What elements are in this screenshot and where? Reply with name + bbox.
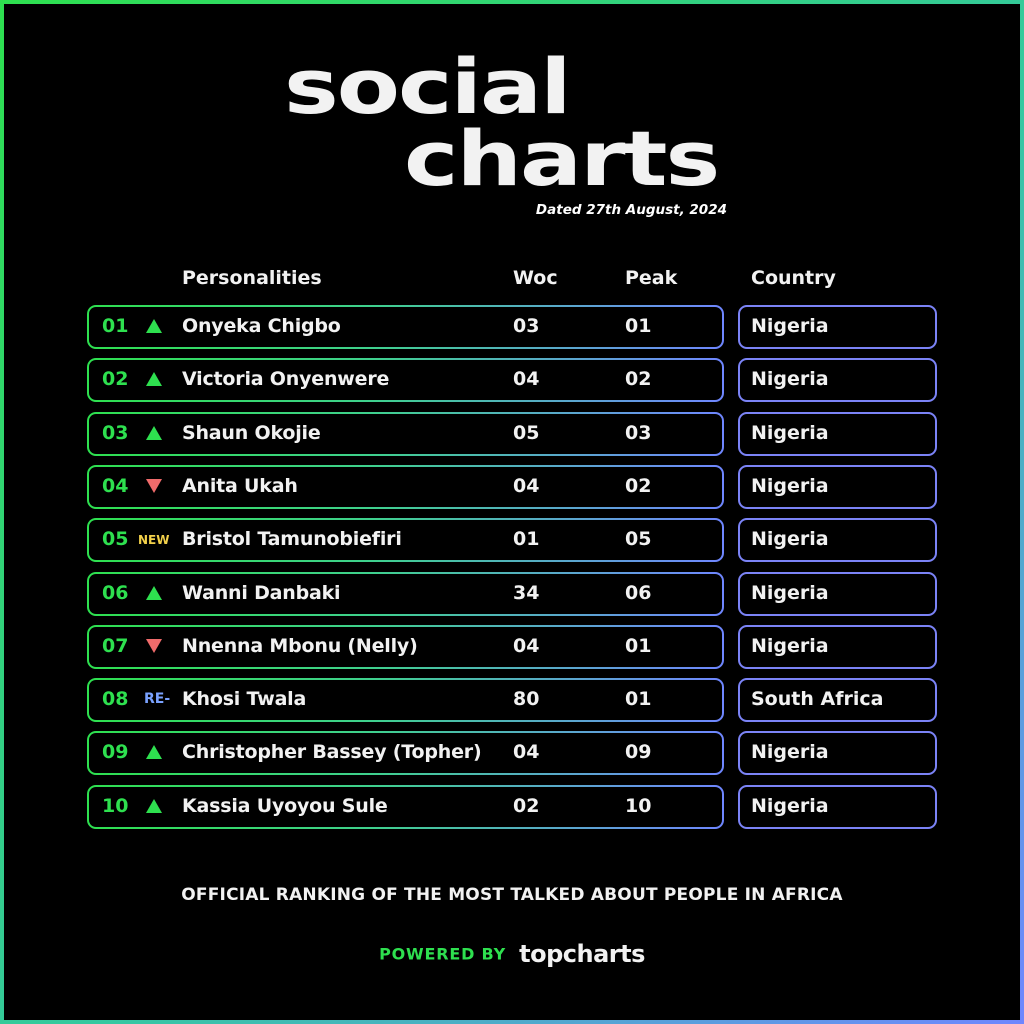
table-row [0, 305, 1024, 351]
row-name: Anita Ukah [182, 474, 298, 497]
row-peak: 03 [625, 421, 652, 444]
row-name: Victoria Onyenwere [182, 368, 390, 391]
row-country: Nigeria [751, 634, 829, 657]
row-country: South Africa [751, 688, 884, 711]
logo-word-social: social [284, 43, 570, 132]
row-woc: 03 [513, 315, 540, 337]
footer-tagline: OFFICIAL RANKING OF THE MOST TALKED ABOUT PEOPLE IN AFRICA [181, 885, 843, 905]
row-country: Nigeria [751, 315, 829, 337]
row-name: Nnenna Mbonu (Nelly) [182, 634, 418, 657]
table-row [0, 358, 1024, 404]
row-peak: 05 [625, 528, 652, 551]
row-peak: 01 [625, 315, 652, 337]
triangle-up-icon [146, 319, 162, 333]
row-peak: 01 [625, 634, 652, 657]
triangle-up-icon [146, 799, 162, 813]
column-header-country: Country [751, 267, 836, 289]
row-peak: 02 [625, 368, 652, 391]
topcharts-logo: topcharts [519, 940, 645, 968]
new-entry-badge: NEW [138, 533, 170, 548]
logo-word-charts: charts [404, 115, 719, 204]
row-woc: 04 [513, 741, 540, 764]
row-name: Kassia Uyoyou Sule [182, 794, 388, 817]
powered-by-label: POWERED BY [379, 944, 507, 964]
row-country: Nigeria [751, 741, 829, 764]
table-row [0, 465, 1024, 511]
triangle-up-icon [146, 745, 162, 759]
row-name: Khosi Twala [182, 688, 307, 711]
table-row [0, 625, 1024, 671]
row-woc: 05 [513, 421, 540, 444]
triangle-down-icon [146, 639, 162, 653]
row-name: Bristol Tamunobiefiri [182, 528, 402, 551]
row-name: Shaun Okojie [182, 421, 321, 444]
row-peak: 09 [625, 741, 652, 764]
row-peak: 02 [625, 474, 652, 497]
row-country: Nigeria [751, 474, 829, 497]
row-rank: 07 [102, 634, 129, 657]
row-woc: 34 [513, 581, 540, 604]
arrow-up-icon [146, 319, 164, 335]
row-peak: 01 [625, 688, 652, 711]
row-name: Christopher Bassey (Topher) [182, 741, 482, 764]
column-header-personalities: Personalities [182, 267, 322, 289]
row-rank: 03 [102, 421, 129, 444]
table-row [0, 731, 1024, 777]
row-woc: 02 [513, 794, 540, 817]
arrow-down-icon [146, 639, 164, 655]
row-country: Nigeria [751, 794, 829, 817]
table-row [0, 785, 1024, 831]
row-woc: 04 [513, 634, 540, 657]
row-country: Nigeria [751, 368, 829, 391]
row-rank: 04 [102, 474, 129, 497]
triangle-up-icon [146, 372, 162, 386]
triangle-down-icon [146, 479, 162, 493]
row-woc: 04 [513, 474, 540, 497]
table-row [0, 572, 1024, 618]
arrow-up-icon [146, 426, 164, 442]
row-country: Nigeria [751, 581, 829, 604]
arrow-up-icon [146, 745, 164, 761]
column-header-woc: Woc [513, 267, 558, 289]
row-rank: 08 [102, 688, 129, 711]
chart-date: Dated 27th August, 2024 [535, 202, 727, 218]
column-header-peak: Peak [625, 267, 678, 289]
triangle-up-icon [146, 586, 162, 600]
arrow-up-icon [146, 372, 164, 388]
row-woc: 80 [513, 688, 540, 711]
row-peak: 06 [625, 581, 652, 604]
table-row [0, 678, 1024, 724]
social-charts-logo [0, 0, 1024, 230]
re-entry-badge: RE- [144, 691, 171, 708]
table-row [0, 518, 1024, 564]
table-row [0, 412, 1024, 458]
arrow-down-icon [146, 479, 164, 495]
arrow-up-icon [146, 586, 164, 602]
row-woc: 04 [513, 368, 540, 391]
row-rank: 01 [102, 315, 129, 337]
row-rank: 06 [102, 581, 129, 604]
row-woc: 01 [513, 528, 540, 551]
arrow-up-icon [146, 799, 164, 815]
row-rank: 05 [102, 528, 129, 551]
row-peak: 10 [625, 794, 652, 817]
row-country: Nigeria [751, 528, 829, 551]
table-header [0, 267, 1024, 291]
row-rank: 09 [102, 741, 129, 764]
row-rank: 10 [102, 794, 129, 817]
row-name: Onyeka Chigbo [182, 315, 341, 337]
triangle-up-icon [146, 426, 162, 440]
powered-by [0, 940, 1024, 968]
row-rank: 02 [102, 368, 129, 391]
row-country: Nigeria [751, 421, 829, 444]
row-name: Wanni Danbaki [182, 581, 341, 604]
